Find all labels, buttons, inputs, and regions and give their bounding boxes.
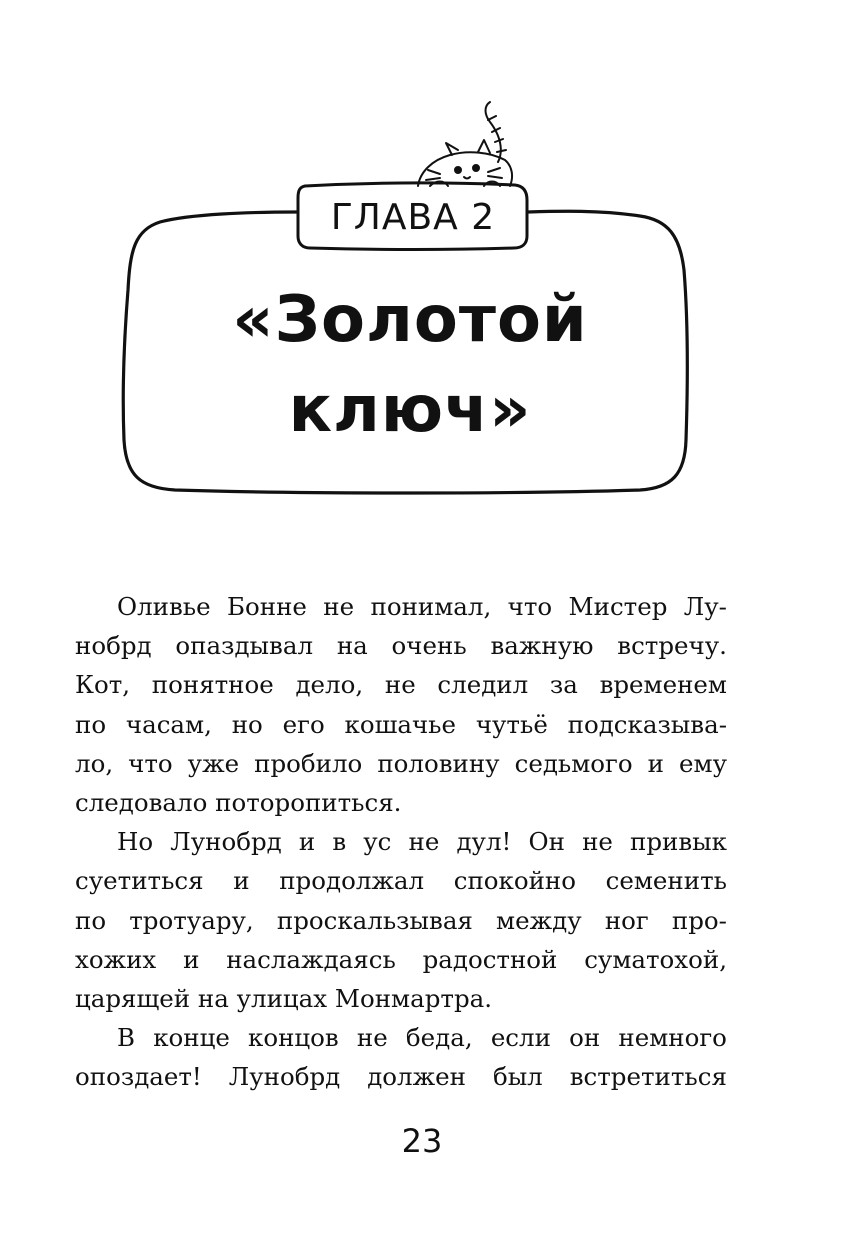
text-line: следовало поторопиться. — [75, 788, 402, 818]
text-line: Кот, понятное дело, не следил за временем — [75, 670, 727, 700]
chapter-label: ГЛАВА 2 — [330, 196, 496, 238]
text-line: хожих и наслаждаясь радостной суматохой, — [75, 944, 727, 974]
paragraph — [75, 822, 727, 1018]
text-line: по тротуару, проскальзывая между ног про- — [75, 905, 727, 935]
chapter-title-line: «Золотой — [232, 283, 588, 357]
chapter-title — [130, 275, 690, 455]
text-line: ло, что уже пробило половину седьмого и ему — [75, 748, 727, 778]
body-text — [75, 587, 727, 1097]
text-line: опоздает! Лунобрд должен был встретиться — [75, 1062, 727, 1092]
text-line: по часам, но его кошачье чутьё подсказыва- — [75, 709, 727, 739]
text-line: царящей на улицах Монмартра. — [75, 984, 493, 1014]
text-line: нобрд опаздывал на очень важную встречу. — [75, 631, 727, 661]
text-line: суетиться и продолжал спокойно семенить — [75, 866, 727, 896]
text-line: В конце концов не беда, если он немного — [117, 1023, 727, 1053]
page-number: 23 — [401, 1122, 443, 1160]
cat-icon — [418, 102, 512, 186]
paragraph — [75, 1018, 727, 1096]
paragraph — [75, 587, 727, 822]
chapter-title-line: ключ» — [288, 373, 532, 447]
text-line: Но Лунобрд и в ус не дул! Он не привык — [117, 827, 727, 857]
text-line: Оливье Бонне не понимал, что Мистер Лу- — [117, 592, 727, 621]
